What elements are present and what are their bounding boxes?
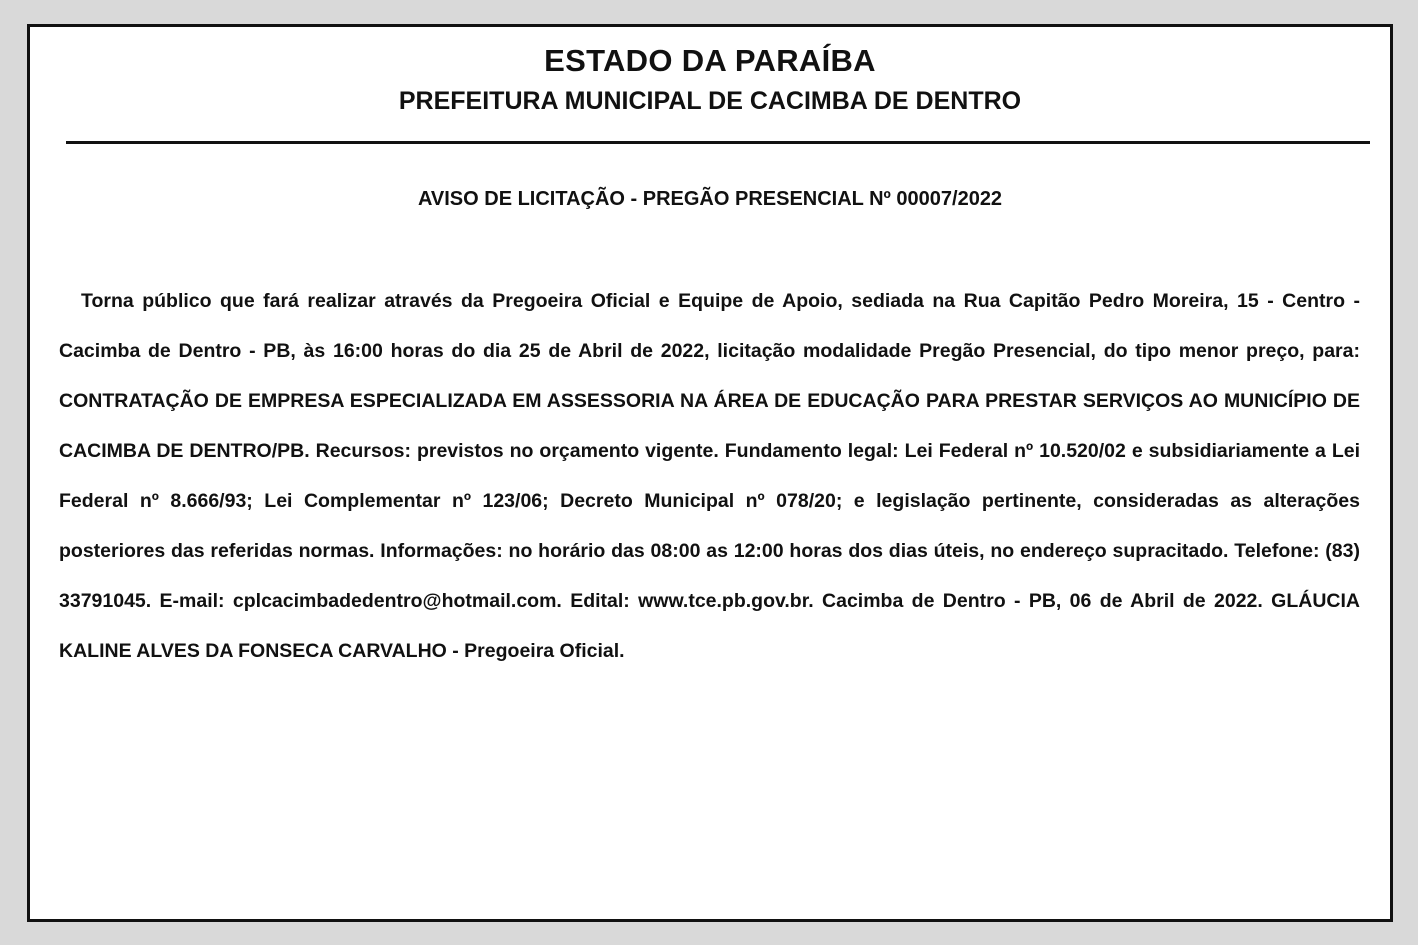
notice-box (27, 24, 1393, 922)
municipality-title: PREFEITURA MUNICIPAL DE CACIMBA DE DENTRO (398, 87, 1022, 115)
notice-body-text: Torna público que fará realizar através da Pregoeira Oficial e Equipe de Apoio, sediada na Rua Capitão Pedro Moreira, 15 - Centro - Cacimba de Dentro - PB, às 16:00 horas do dia 25 de Abril de 2022, licitação modalidade Pregão Presencial, do tipo menor preço, para: CONTRATAÇÃO DE EMPRESA ESPECIALIZADA EM ASSESSORIA NA ÁREA DE EDUCAÇÃO PARA PRESTAR SERVIÇOS AO MUNICÍPIO DE CACIMBA DE DENTRO/PB. Recursos: previstos no orçamento vigente. Fundamento legal: Lei Federal nº 10.520/02 e subsidiariamente a Lei Federal nº 8.666/93; Lei Complementar nº 123/06; Decreto Municipal nº 078/20; e legislação pertinente, consideradas as alterações posteriores das referidas normas. Informações: no horário das 08:00 as 12:00 horas dos dias úteis, no endereço supracitado. Telefone: (83) 33791045. E-mail: cplcacimbadedentro@hotmail.com. Edital: www.tce.pb.gov.br. Cacimba de Dentro - PB, 06 de Abril de 2022. GLÁUCIA KALINE ALVES DA FONSECA CARVALHO - Pregoeira Oficial. (59, 290, 1360, 662)
header-divider (66, 141, 1370, 144)
state-title: ESTADO DA PARAÍBA (544, 43, 876, 78)
notice-heading: AVISO DE LICITAÇÃO - PREGÃO PRESENCIAL Nº 00007/2022 (417, 188, 1003, 210)
